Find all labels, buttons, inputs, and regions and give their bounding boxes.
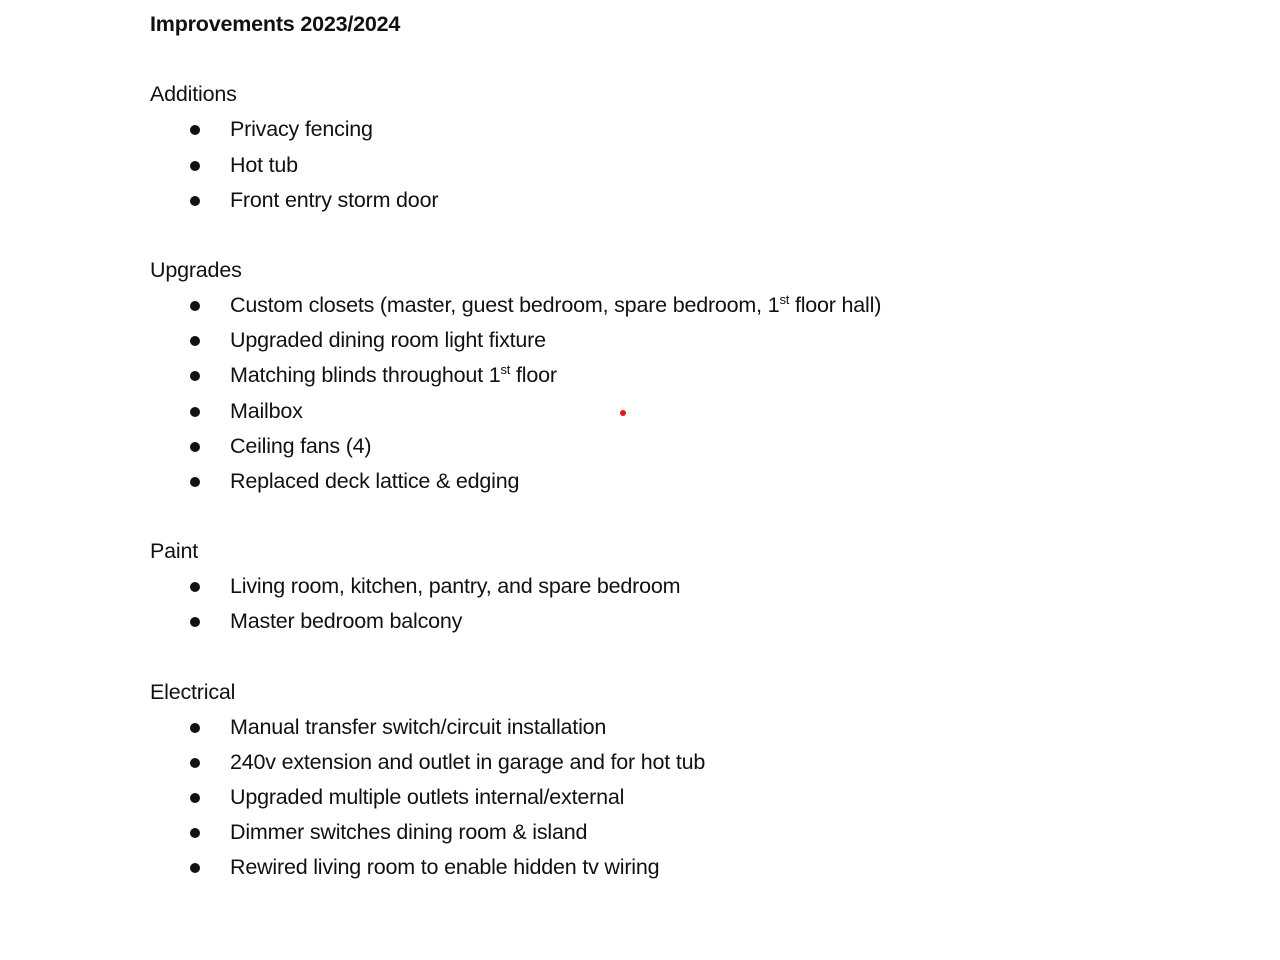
list-item-text: Privacy fencing <box>230 117 373 142</box>
bullet-icon <box>190 196 200 206</box>
cursor-marker <box>620 410 626 416</box>
superscript: st <box>779 292 790 308</box>
bullet-icon <box>190 477 200 487</box>
document-body <box>150 7 881 886</box>
list-item-text: Manual transfer switch/circuit installation <box>230 714 607 739</box>
bullet-icon <box>190 407 200 417</box>
bullet-icon <box>190 582 200 592</box>
sections <box>150 42 881 885</box>
list-item <box>150 429 881 464</box>
document-title: Improvements 2023/2024 <box>150 12 401 36</box>
bullet-icon <box>190 723 200 733</box>
section-heading: Paint <box>150 539 199 564</box>
bullet-icon <box>190 617 200 627</box>
bullet-icon <box>190 301 200 311</box>
list-item-text: Matching blinds throughout 1 <box>230 363 501 388</box>
list-item-text: Hot tub <box>230 152 298 177</box>
bullet-icon <box>190 161 200 171</box>
list-item-text: Upgraded multiple outlets internal/external <box>230 785 625 810</box>
list-item-text: Front entry storm door <box>230 187 439 212</box>
list-item-text: Living room, kitchen, pantry, and spare bedroom <box>230 574 681 599</box>
blank-line <box>150 42 881 77</box>
list-item <box>150 815 881 850</box>
list-item <box>150 288 881 323</box>
section-heading: Upgrades <box>150 257 242 282</box>
list-item <box>150 604 881 639</box>
list-item-text: Master bedroom balcony <box>230 609 463 634</box>
blank-line <box>150 218 881 253</box>
list-item <box>150 850 881 885</box>
bullet-icon <box>190 863 200 873</box>
bullet-icon <box>190 371 200 381</box>
bullet-icon <box>190 336 200 346</box>
list-item <box>150 710 881 745</box>
superscript: st <box>500 362 511 378</box>
list-item <box>150 183 881 218</box>
list-item <box>150 569 881 604</box>
bullet-icon <box>190 758 200 768</box>
list-item-text: Rewired living room to enable hidden tv wiring <box>230 855 660 880</box>
list-item-text: Replaced deck lattice & edging <box>230 468 520 493</box>
list-item <box>150 112 881 147</box>
blank-line <box>150 640 881 675</box>
section-heading: Electrical <box>150 679 236 704</box>
section-heading: Additions <box>150 82 237 107</box>
list-item-text-rest: floor <box>510 363 557 388</box>
bullet-icon <box>190 125 200 135</box>
list-item-text: Mailbox <box>230 398 303 423</box>
list-item <box>150 148 881 183</box>
list-item <box>150 358 881 393</box>
list-item <box>150 745 881 780</box>
list-item-text: Ceiling fans (4) <box>230 433 372 458</box>
list-item-text: Custom closets (master, guest bedroom, spare bedroom, 1 <box>230 293 780 318</box>
list-item-text: Dimmer switches dining room & island <box>230 820 588 845</box>
bullet-icon <box>190 442 200 452</box>
list-item <box>150 464 881 499</box>
list-item <box>150 394 881 429</box>
list-item-text: 240v extension and outlet in garage and for hot tub <box>230 749 706 774</box>
list-item <box>150 780 881 815</box>
list-item-text: Upgraded dining room light fixture <box>230 328 546 353</box>
list-item-text-rest: floor hall) <box>789 293 882 318</box>
bullet-icon <box>190 793 200 803</box>
list-item <box>150 323 881 358</box>
blank-line <box>150 499 881 534</box>
bullet-icon <box>190 828 200 838</box>
